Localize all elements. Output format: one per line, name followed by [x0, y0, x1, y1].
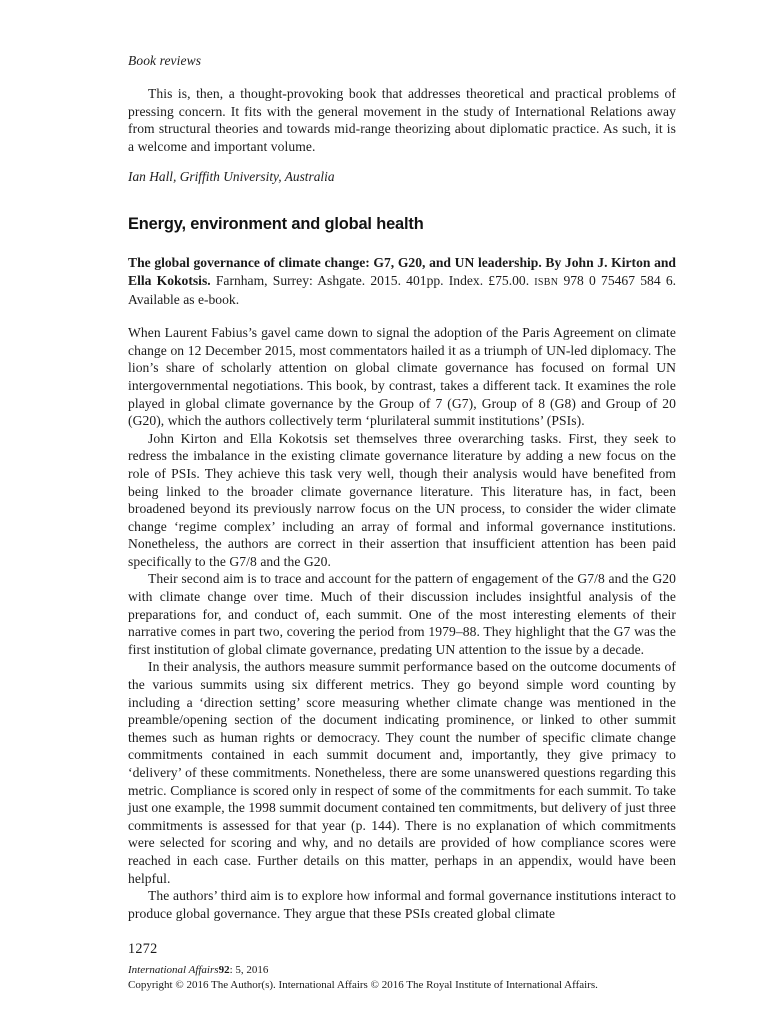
book-citation — [128, 254, 676, 308]
reviewer-byline: Ian Hall, Griffith University, Australia — [128, 169, 335, 185]
book-citation-imprint: Farnham, Surrey: Ashgate. 2015. 401pp. Index. £75.00. — [210, 272, 535, 288]
page-content-column — [128, 52, 676, 922]
journal-citation-line — [128, 963, 676, 977]
review-paragraph-2: John Kirton and Ella Kokotsis set themselves three overarching tasks. First, they seek to redress the imbalance in the existing climate governance literature by adding a new focus on the role of PSIs. They achieve this task very well, though their analysis would have benefited from being linked to the broader climate governance literature. This literature has, in fact, been broadened beyond its previously narrow focus on the UN process, to consider the wider climate change ‘regime complex’ including an array of formal and informal governance institutions. Nonetheless, the authors are correct in their assertion that insufficient attention has been paid specifically to the G7/8 and the G20. — [128, 430, 676, 569]
previous-review-closing-paragraph: This is, then, a thought-provoking book that addresses theoretical and practical problems of pressing concern. It fits with the general movement in the study of International Relations away from structural theories and towards mid-range theorizing about diplomatic practice. As such, it is a welcome and important volume. — [128, 86, 676, 154]
section-heading: Energy, environment and global health — [128, 215, 424, 234]
journal-issue: : 5, 2016 — [229, 964, 269, 976]
book-citation-isbn-label: isbn — [534, 272, 559, 289]
book-citation-isbn-number: 978 0 75467 584 6. Available as e-book. — [128, 272, 677, 307]
page-number: 1272 — [128, 941, 158, 957]
copyright-notice: Copyright © 2016 The Author(s). International Affairs © 2016 The Royal Institute of International Affairs. — [128, 979, 598, 991]
running-head: Book reviews — [128, 53, 202, 68]
page-footer — [128, 941, 676, 993]
review-paragraph-1: When Laurent Fabius’s gavel came down to signal the adoption of the Paris Agreement on climate change on 12 December 2015, most commentators hailed it as a triumph of UN-led diplomacy. The lion’s share of scholarly attention on global climate governance has focused on formal UN intergovernmental negotiations. This book, by contrast, takes a different tack. It examines the role played in global climate governance by the Group of 7 (G7), Group of 8 (G8) and Group of 20 (G20), which the authors collectively term ‘plurilateral summit institutions’ (PSIs). — [128, 325, 676, 429]
review-body — [128, 324, 676, 922]
review-paragraph-3: Their second aim is to trace and account for the pattern of engagement of the G7/8 and the G20 with climate change over time. Much of their discussion includes insightful analysis of the preparations for, and conduct of, each summit. One of the most interesting elements of their narrative comes in part two, covering the period from 1979–88. They highlight that the G7 was the first institution of global climate governance, predating UN attention to the issue by a decade. — [128, 571, 676, 657]
journal-name: International Affairs — [128, 964, 219, 976]
book-citation-title: The global governance of climate change: G7, G20, and UN leadership. By John J. Kirton and Ella Kokotsis. — [128, 255, 676, 288]
review-paragraph-4: In their analysis, the authors measure summit performance based on the outcome documents of the various summits using six different metrics. They go beyond simple word counting by including a ‘direction setting’ score measuring whether climate change was mentioned in the preamble/opening section of the document indicating prominence, or linked to other summit themes such as human rights or democracy. They count the number of specific climate change commitments contained in each summit document and, importantly, they give primacy to ‘delivery’ of these commitments. Nonetheless, there are some unanswered questions regarding this metric. Compliance is scored only in respect of some of the commitments for each summit. To take just one example, the 1998 summit document contained ten commitments, but delivery of just three commitments is assessed for that year (p. 144). There is no explanation of which commitments were selected for scoring and why, and no details are provided of how compliance scores were reached in each case. Further details on this matter, perhaps in an appendix, would have been helpful. — [128, 659, 676, 886]
review-paragraph-5: The authors’ third aim is to explore how informal and formal governance institutions interact to produce global governance. They argue that these PSIs created global climate — [128, 888, 676, 921]
journal-volume: 92 — [218, 964, 230, 976]
